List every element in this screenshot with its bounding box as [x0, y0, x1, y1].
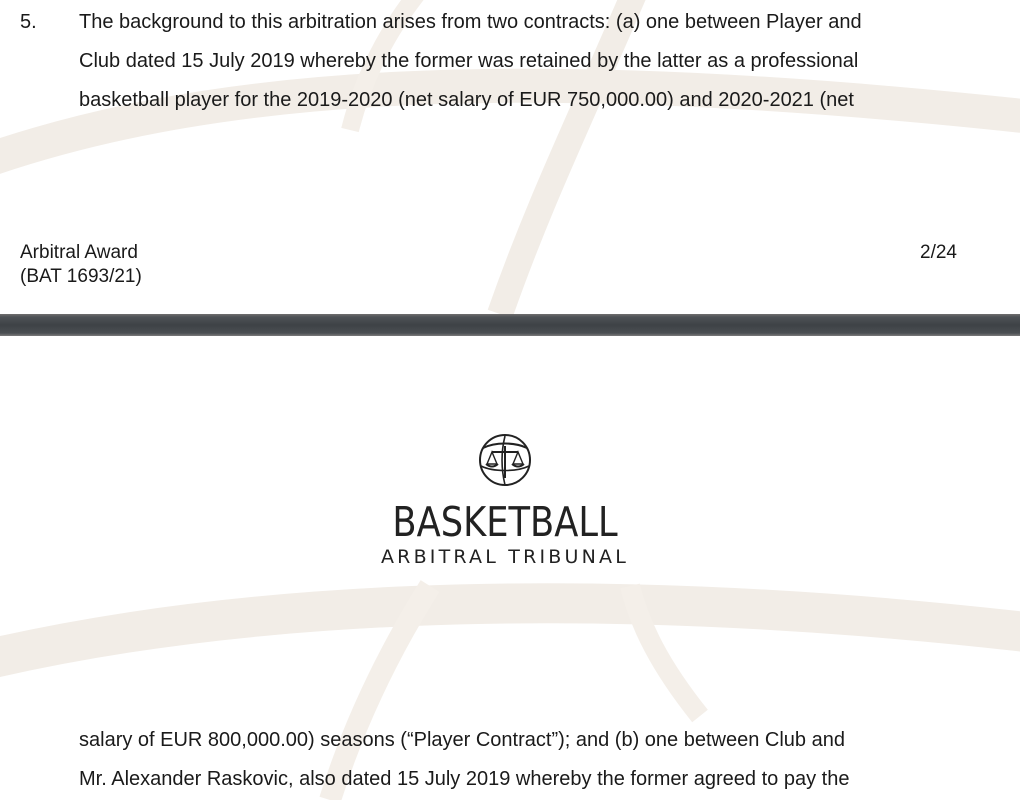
footer-page-number: 2/24 [920, 242, 957, 263]
paragraph-line: Mr. Alexander Raskovic, also dated 15 July 2019 whereby the former agreed to pay the [79, 768, 850, 790]
paragraph-number: 5. [20, 11, 37, 33]
watermark-graphic [0, 0, 1020, 314]
page-separator [0, 314, 1020, 336]
footer-case-number: (BAT 1693/21) [20, 266, 142, 287]
document-page-top [0, 0, 1020, 314]
paragraph-line: salary of EUR 800,000.00) seasons (“Player Contract”); and (b) one between Club and [79, 729, 845, 751]
document-page-bottom [0, 336, 1020, 800]
footer-award-title: Arbitral Award [20, 242, 138, 263]
paragraph-line: Club dated 15 July 2019 whereby the former was retained by the latter as a professional [79, 50, 859, 72]
logo-subtitle: ARBITRAL TRIBUNAL [380, 546, 630, 568]
basketball-scales-icon [475, 432, 535, 492]
paragraph-line: The background to this arbitration arises from two contracts: (a) one between Player and [79, 11, 862, 33]
paragraph-line: basketball player for the 2019-2020 (net salary of EUR 750,000.00) and 2020-2021 (net [79, 89, 854, 111]
logo-title: BASKETBALL [392, 498, 618, 546]
tribunal-logo [350, 432, 670, 572]
